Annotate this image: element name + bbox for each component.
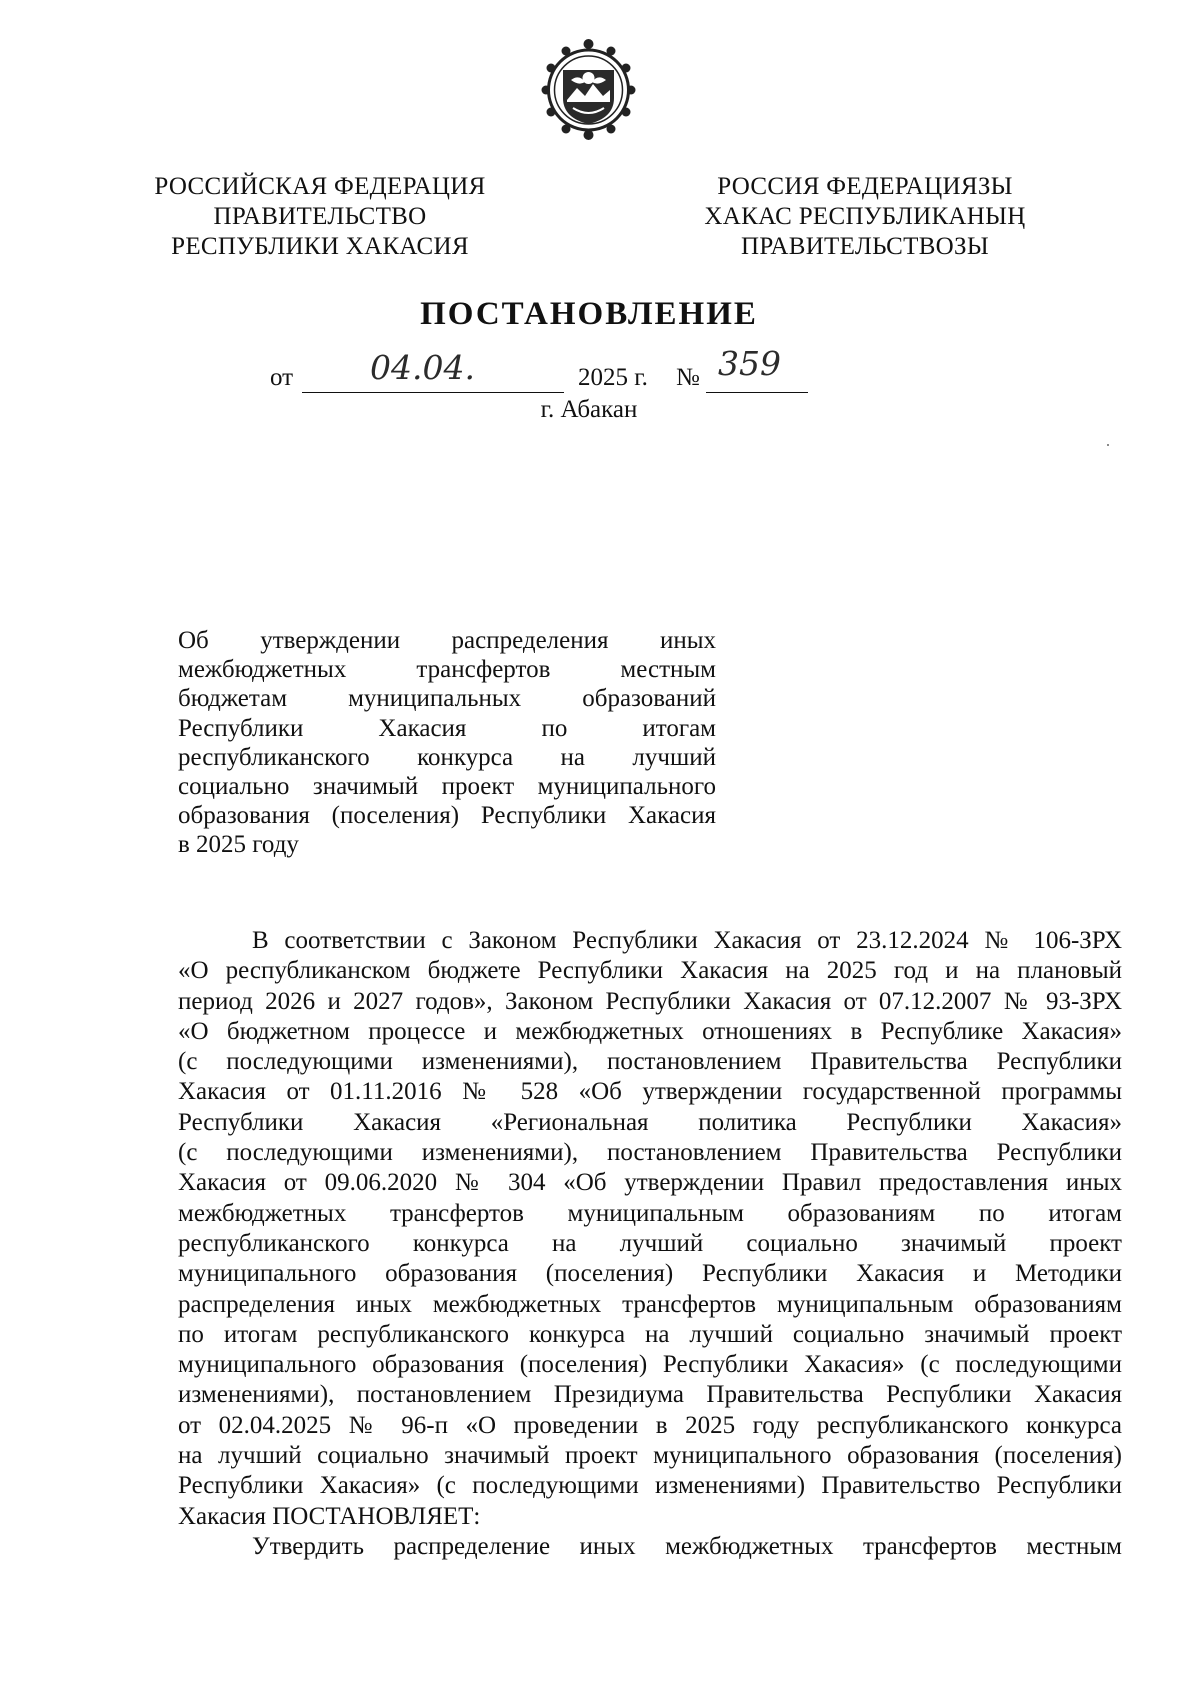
city-name: г. Абакан <box>540 396 638 423</box>
resolution-title <box>178 626 716 860</box>
body-line: по итогам республиканского конкурса на лучший социально значимый проект <box>178 1320 1122 1348</box>
document-type-title: ПОСТАНОВЛЕНИЕ <box>420 296 758 332</box>
title-line: в 2025 году <box>178 831 299 859</box>
body-line: В соответствии с Законом Республики Хакасия от 23.12.2024 № 106-ЗРХ <box>252 927 1122 954</box>
title-line: Об утверждении распределения иных <box>178 627 716 654</box>
title-line: социально значимый проект муниципального <box>178 772 716 800</box>
body-line: Хакасия от 09.06.2020 № 304 «Об утверждении Правил предоставления иных <box>178 1169 1122 1197</box>
coat-of-arms-emblem <box>541 38 636 141</box>
header-left-russian <box>140 172 500 262</box>
body-line: республиканского конкурса на лучший социально значимый проект <box>178 1229 1122 1257</box>
body-line: (с последующими изменениями), постановлением Правительства Республики <box>178 1139 1122 1167</box>
handwritten-date: 04.04. <box>370 348 475 387</box>
handwritten-number: 359 <box>718 344 781 383</box>
body-line: на лучший социально значимый проект муниципального образования (поселения) <box>178 1442 1122 1470</box>
body-line: «О бюджетном процессе и межбюджетных отношениях в Республике Хакасия» <box>178 1017 1122 1045</box>
body-line: распределения иных межбюджетных трансфертов муниципальным образованиям <box>178 1290 1122 1318</box>
body-line: муниципального образования (поселения) Республики Хакасия и Методики <box>178 1260 1122 1288</box>
title-line: межбюджетных трансфертов местным <box>178 656 716 684</box>
header-right-line: ПРАВИТЕЛЬСТВОЗЫ <box>741 233 989 260</box>
header-right-line: РОССИЯ ФЕДЕРАЦИЯЗЫ <box>717 173 1013 200</box>
header-left-line: РЕСПУБЛИКИ ХАКАСИЯ <box>171 233 469 260</box>
title-line: бюджетам муниципальных образований <box>178 685 716 713</box>
title-line: республиканского конкурса на лучший <box>178 743 716 771</box>
header-left-line: РОССИЙСКАЯ ФЕДЕРАЦИЯ <box>154 173 486 200</box>
body-line: «О республиканском бюджете Республики Хакасия на 2025 год и на плановый <box>178 957 1122 985</box>
body-line: межбюджетных трансфертов муниципальным образованиям по итогам <box>178 1199 1122 1227</box>
body-line: период 2026 и 2027 годов», Законом Республики Хакасия от 07.12.2007 № 93-ЗРХ <box>178 987 1122 1015</box>
body-line: Утвердить распределение иных межбюджетных трансфертов местным <box>252 1532 1122 1560</box>
body-line: Хакасия от 01.11.2016 № 528 «Об утверждении государственной программы <box>178 1078 1122 1106</box>
header-right-line: ХАКАС РЕСПУБЛИКАНЫҢ <box>704 203 1026 230</box>
date-year: 2025 г. <box>578 364 648 391</box>
khakassia-coat-of-arms-icon <box>541 38 636 141</box>
body-line: (с последующими изменениями), постановлением Правительства Республики <box>178 1048 1122 1076</box>
number-label: № <box>676 364 700 391</box>
body-line: Хакасия ПОСТАНОВЛЯЕТ: <box>178 1502 481 1530</box>
header-right-khakas <box>690 172 1040 262</box>
body-line: Республики Хакасия» (с последующими изменениями) Правительство Республики <box>178 1472 1122 1500</box>
body-line: Республики Хакасия «Региональная политика Республики Хакасия» <box>178 1108 1122 1136</box>
date-from-label: от <box>270 364 294 391</box>
body-line: от 02.04.2025 № 96-п «О проведении в 2025 году республиканского конкурса <box>178 1411 1122 1439</box>
header-left-line: ПРАВИТЕЛЬСТВО <box>213 203 427 230</box>
resolution-body <box>178 926 1122 1562</box>
title-line: Республики Хакасия по итогам <box>178 714 716 742</box>
title-line: образования (поселения) Республики Хакасия <box>178 802 716 830</box>
body-line: муниципального образования (поселения) Республики Хакасия» (с последующими <box>178 1351 1122 1379</box>
body-line: изменениями), постановлением Президиума Правительства Республики Хакасия <box>178 1381 1122 1409</box>
scan-speck <box>1107 444 1109 446</box>
